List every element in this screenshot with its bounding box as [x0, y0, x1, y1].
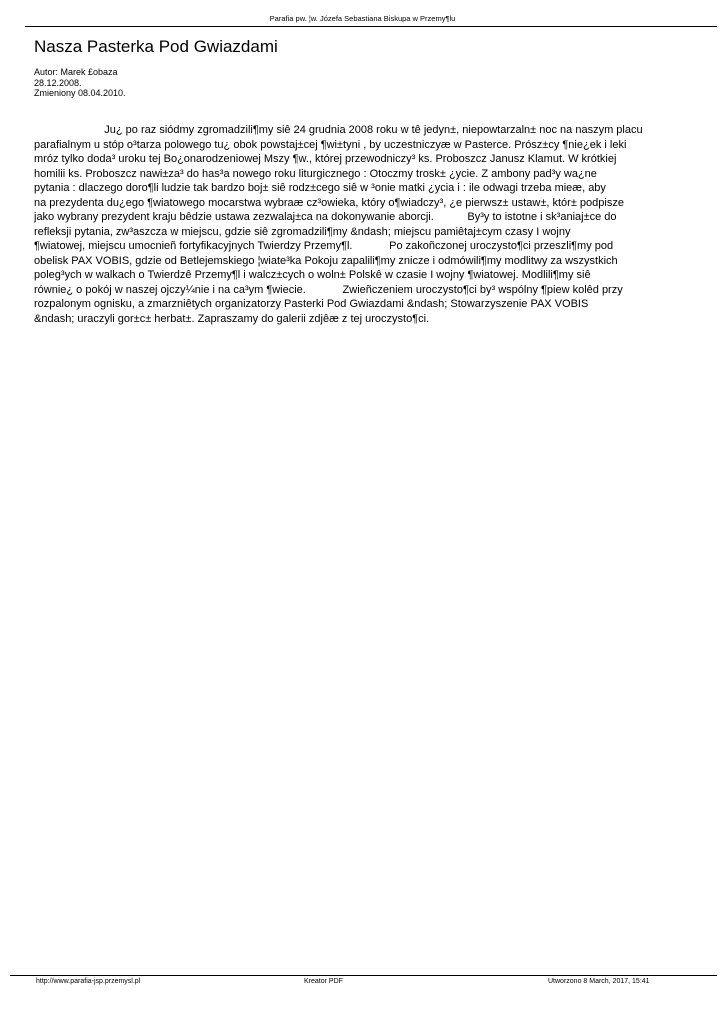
body-line: poleg³ych w walkach o Twierdzê Przemy¶l i walcz±cych o woln± Polskê w czasie I wojny ¶wiatowej. Modlili¶my siê	[34, 269, 591, 281]
body-line: parafialnym u stóp o³tarza polowego tu¿ obok powstaj±cej ¶wi±tyni , by uczestniczyæ w Pasterce. Prósz±cy ¶nie¿ek i leki	[34, 138, 627, 151]
footer-divider	[10, 975, 717, 976]
body-line: jako wybrany prezydent kraju bêdzie ustawa zezwalaj±ca na dokonywanie aborcji. By³y to istotne i sk³aniaj±ce do	[34, 211, 617, 223]
footer-url-link[interactable]: http://www.parafia-jsp.przemysl.pl	[36, 978, 141, 985]
footer-created-date: Utworzono 8 March, 2017, 15:41	[548, 978, 650, 985]
body-line: mróz tylko doda³ uroku tej Bo¿onarodzeniowej Mszy ¶w., której przewodniczy³ ks. Proboszcz Janusz Klamut. W krótkiej	[34, 153, 617, 165]
body-line: refleksji pytania, zw³aszcza w miejscu, gdzie siê zgromadzili¶my &ndash; miejscu pamiêtaj±cym czasy I wojny	[34, 225, 571, 238]
body-line: Ju¿ po raz siódmy zgromadzili¶my siê 24 grudnia 2008 roku w tê jedyn±, niepowtarzaln± noc na naszym placu	[34, 124, 643, 136]
site-title: Parafia pw. ¦w. Józefa Sebastiana Biskupa w Przemy¶lu	[269, 14, 456, 23]
body-line: ¶wiatowej, miejscu umocnieñ fortyfikacyjnych Twierdzy Przemy¶l. Po zakoñczonej uroczysto¶ci przeszli¶my pod	[34, 240, 614, 252]
body-line: pytania : dlaczego doro¶li ludzie tak bardzo boj± siê rodz±cego siê w ³onie matki ¿ycia i : ile odwagi trzeba mieæ, aby	[34, 182, 606, 194]
article-body	[34, 123, 720, 326]
body-line: rozpalonym ognisku, a zmarzniêtych organizatorzy Pasterki Pod Gwiazdami &ndash; Stowarzyszenie PAX VOBIS	[34, 298, 589, 310]
body-line: homilii ks. Proboszcz nawi±za³ do has³a nowego roku liturgicznego : Otoczmy trosk± ¿ycie. Z ambony pad³y wa¿ne	[34, 167, 597, 180]
footer-generator: Kreator PDF	[304, 978, 343, 985]
body-line: równie¿ o pokój w naszej ojczy¼nie i na ca³ym ¶wiecie. Zwieñczeniem uroczysto¶ci by³ wspólny ¶piew kolêd przy	[34, 283, 623, 296]
header-divider	[25, 26, 717, 27]
article-meta	[34, 67, 126, 99]
body-line: obelisk PAX VOBIS, gdzie od Betlejemskiego ¦wiate³ka Pokoju zapalili¶my znicze i odmówili¶my modlitwy za wszystkich	[34, 254, 618, 267]
created-date: 28.12.2008.	[34, 77, 82, 88]
body-line: na prezydenta du¿ego ¶wiatowego mocarstwa wybraæ cz³owieka, który o¶wiadczy³, ¿e pierwsz± ustaw±, któr± podpisze	[34, 196, 624, 209]
modified-date: Zmieniony 08.04.2010.	[34, 88, 126, 98]
page-footer	[0, 977, 725, 987]
body-line: &ndash; uraczyli gor±c± herbat±. Zapraszamy do galerii zdjêæ z tej uroczysto¶ci.	[34, 312, 430, 325]
author-line: Autor: Marek £obaza	[34, 67, 118, 77]
page-header	[0, 14, 725, 24]
article-title: Nasza Pasterka Pod Gwiazdami	[34, 37, 278, 56]
